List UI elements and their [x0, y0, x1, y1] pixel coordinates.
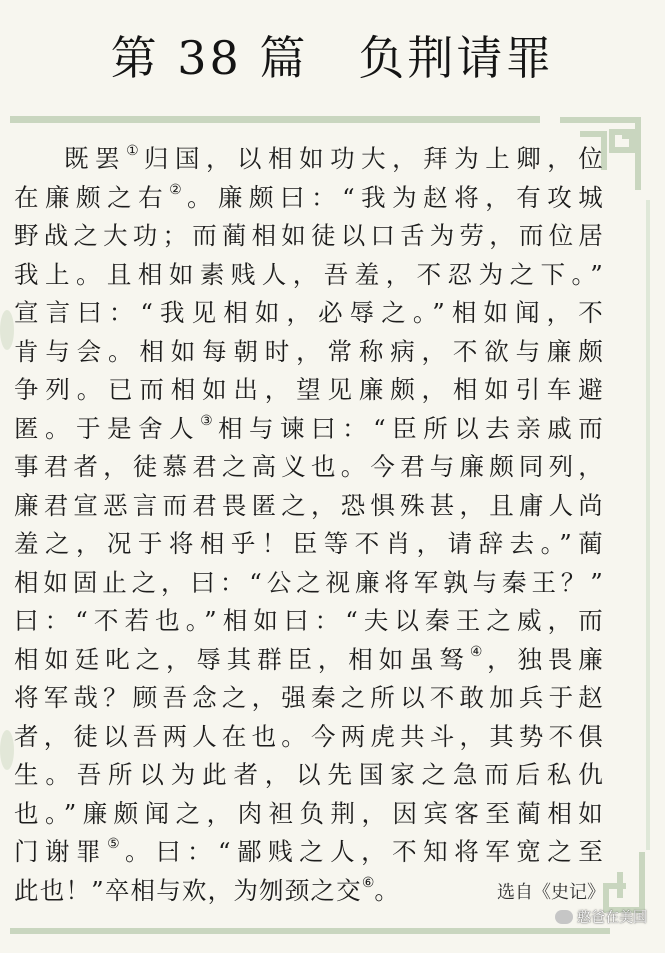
passage-line [14, 833, 604, 872]
watermark-text: 憨爸在美国 [577, 910, 647, 926]
footnote-marker: ④ [469, 643, 488, 660]
footnote-marker: ③ [200, 412, 219, 429]
footnote-marker: ⑤ [107, 836, 125, 852]
source-citation: 选自《史记》 [497, 882, 605, 903]
passage-text-segment: 廉君宣恶言而君畏匿之，恐惧殊甚，且庸人尚 [14, 490, 604, 520]
footnote-marker: ① [126, 143, 144, 159]
passage-text-segment: 相如固止之，曰：“公之视廉将军孰与秦王？” [14, 567, 604, 597]
leaf-decoration-icon [0, 730, 14, 770]
passage-line [14, 525, 604, 564]
passage-text-segment: 宣言曰：“我见相如，必辱之。”相如闻，不 [14, 298, 604, 327]
passage-text-segment: 此也！”卒相与欢，为刎颈之交 [14, 875, 362, 905]
title-number: 第 38 篇 [110, 31, 309, 85]
passage-text-segment: 相如廷叱之，辱其群臣，相如虽驽 [14, 644, 470, 674]
leaf-decoration-icon [0, 310, 14, 350]
passage-text-segment: 既罢 [64, 144, 127, 173]
passage-text-segment: 肯与会。相如每朝时，常称病，不欲与廉颇 [14, 336, 604, 366]
bottom-frame-rule [10, 928, 610, 934]
passage-text-segment: 在廉颇之右 [14, 182, 170, 212]
watermark [555, 907, 647, 927]
right-frame-rule [646, 200, 650, 850]
footnote-marker: ⑥ [361, 874, 375, 891]
passage-text-segment: 我上。且相如素贱人，吾羞，不忍为之下。” [14, 259, 604, 289]
passage-line [14, 371, 604, 410]
passage-text-segment: 门谢罪 [14, 837, 108, 866]
passage-text-segment: 者，徒以吾两人在也。今两虎共斗，其势不俱 [14, 721, 604, 751]
title-name: 负荆请罪 [358, 31, 555, 85]
passage-text-segment: 曰：“不若也。”相如曰：“夫以秦王之威，而 [14, 606, 604, 635]
passage-line [14, 333, 604, 372]
passage-text-segment: 也。”廉颇闻之，肉袒负荆，因宾客至蔺相如 [14, 798, 604, 828]
passage-text-segment: 争列。已而相如出，望见廉颇，相如引车避 [14, 375, 604, 404]
passage-text-segment: 事君者，徒慕君之高义也。今君与廉颇同列， [14, 452, 604, 481]
passage-line [14, 602, 604, 641]
passage-line [14, 679, 604, 718]
passage-text-segment: ，独畏廉 [487, 644, 604, 674]
passage-line [14, 564, 604, 603]
passage-line [14, 718, 604, 757]
passage-line [14, 487, 604, 526]
passage-line [14, 217, 604, 256]
passage-line [14, 410, 604, 449]
passage-line [14, 179, 604, 218]
footnote-marker: ② [169, 181, 187, 198]
passage-text [14, 140, 604, 910]
passage-line [14, 294, 604, 333]
passage-line [14, 756, 604, 795]
passage-line [14, 641, 604, 680]
passage-text-segment: 生。吾所以为此者，以先国家之急而后私仇 [14, 760, 604, 789]
passage-text-segment: 野战之大功；而蔺相如徒以口舌为劳，而位居 [14, 221, 604, 250]
passage-text-segment: 将军哉？顾吾念之，强秦之所以不敢加兵于赵 [14, 683, 604, 712]
passage-text-segment: 。廉颇曰：“我为赵将，有攻城 [186, 182, 604, 212]
passage-text-segment: 羞之，况于将相乎！臣等不肖，请辞去。”蔺 [14, 529, 604, 558]
chat-bubble-icon [555, 910, 573, 924]
passage-line [14, 448, 604, 487]
passage-text-segment: 相与谏曰：“臣所以去亲戚而 [218, 413, 604, 443]
passage-text-segment: 。 [374, 875, 401, 905]
passage-text-segment: 。曰：“鄙贱之人，不知将军宽之至 [124, 837, 604, 866]
passage-text-segment: 归国，以相如功大，拜为上卿，位 [143, 144, 604, 173]
passage-line [14, 140, 604, 179]
passage-line [14, 256, 604, 295]
page-title [0, 22, 665, 88]
passage-text-segment: 匿。于是舍人 [14, 413, 201, 443]
passage-line [14, 795, 604, 834]
top-frame-rule [10, 116, 540, 123]
